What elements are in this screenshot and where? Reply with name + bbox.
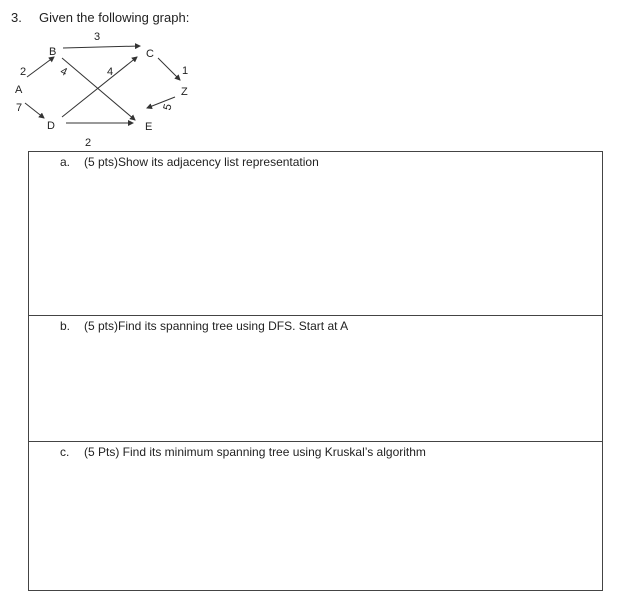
part-b-text: (5 pts)Find its spanning tree using DFS. Start at A: [84, 319, 349, 333]
directed-weighted-graph: [0, 0, 622, 160]
edge-weight: 2: [20, 66, 27, 78]
part-a-letter: a.: [60, 155, 71, 169]
part-a-text: (5 pts)Show its adjacency list representation: [84, 155, 319, 169]
node-label: C: [146, 48, 154, 60]
node-label: A: [15, 84, 23, 96]
edge-d-c: [62, 57, 137, 117]
edge-weight: 4: [107, 66, 114, 78]
edge-weight: 2: [85, 137, 92, 149]
part-a-prompt: [60, 155, 319, 169]
edge-a-b: [27, 57, 54, 77]
node-label: D: [47, 120, 55, 132]
part-b-prompt: [60, 319, 348, 333]
node-label: E: [145, 121, 153, 133]
edge-weight: 5: [161, 102, 175, 112]
node-label: Z: [181, 86, 188, 98]
answer-box-b[interactable]: [29, 316, 602, 442]
edge-weight: 3: [94, 31, 101, 43]
part-c-letter: c.: [60, 445, 70, 459]
part-b-letter: b.: [60, 319, 71, 333]
edge-a-d: [25, 103, 44, 118]
edge-weight: 4: [58, 65, 69, 79]
part-c-prompt: [60, 445, 426, 459]
question-number: 3.: [11, 10, 22, 25]
node-label: B: [49, 46, 57, 58]
answer-box-c[interactable]: [29, 442, 602, 592]
edge-c-z: [158, 58, 180, 80]
edge-weight: 1: [182, 65, 189, 77]
question-prompt: Given the following graph:: [39, 10, 190, 25]
edge-b-c: [63, 46, 140, 48]
answer-box-a[interactable]: [29, 152, 602, 316]
answer-table: [28, 151, 603, 591]
part-c-text: (5 Pts) Find its minimum spanning tree using Kruskal’s algorithm: [84, 445, 426, 459]
edge-weight: 7: [16, 102, 23, 114]
